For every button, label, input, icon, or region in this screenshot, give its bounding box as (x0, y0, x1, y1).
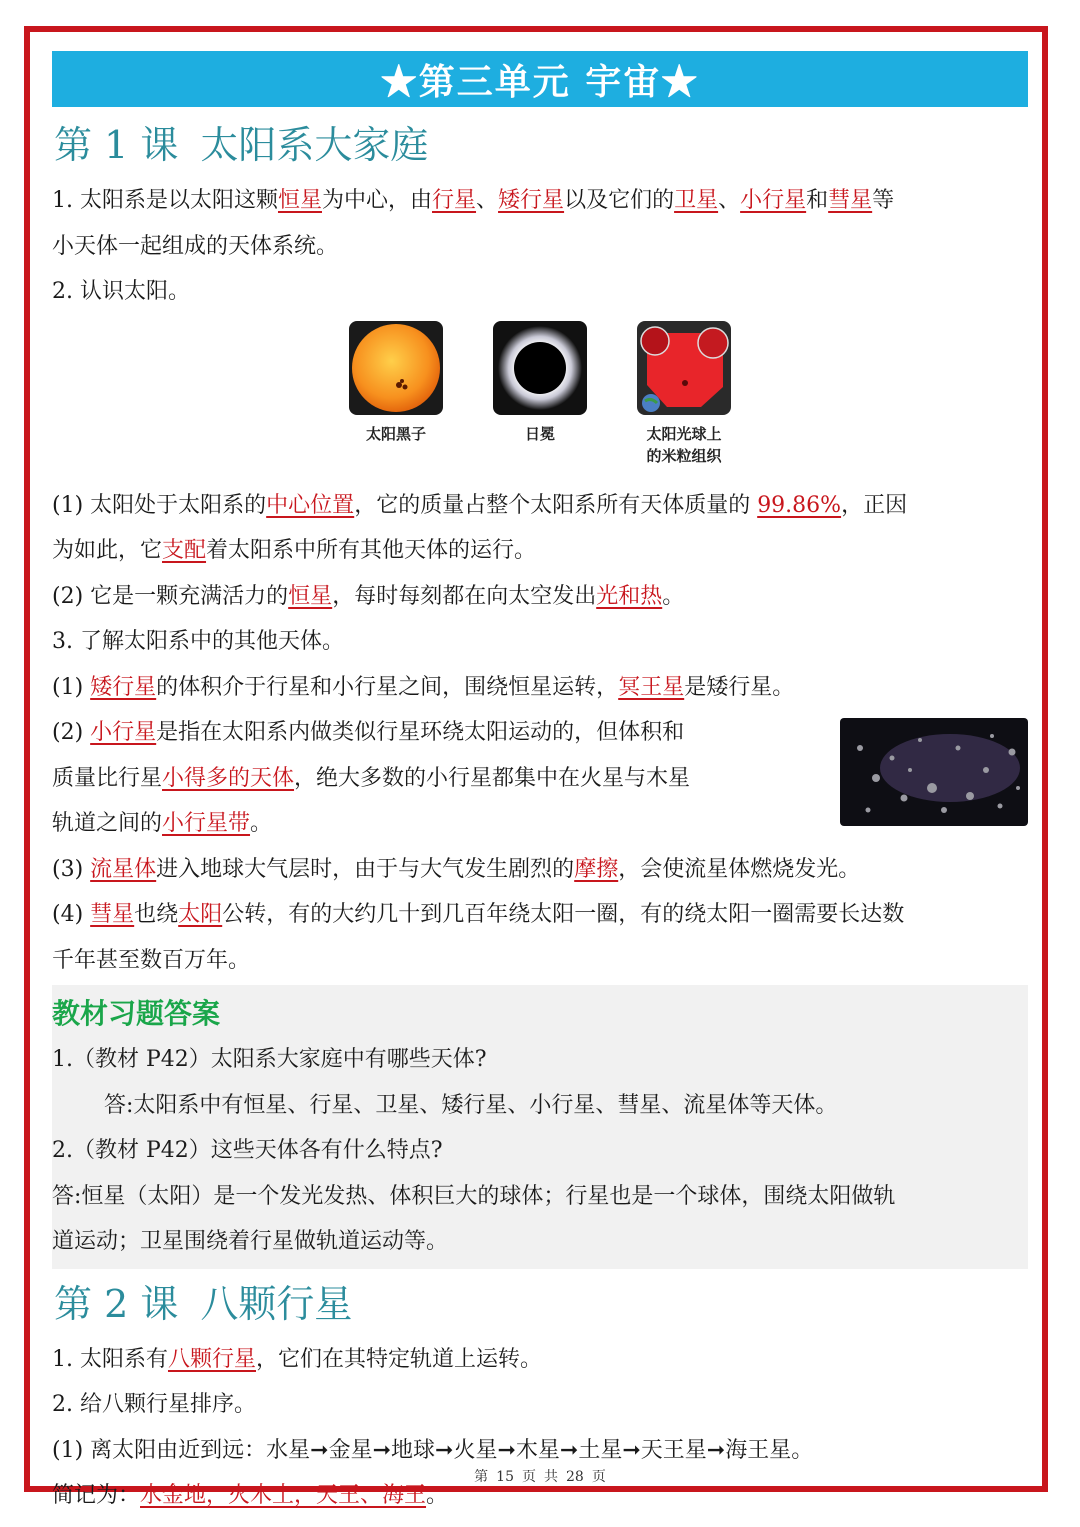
text-segment: 也绕 (134, 902, 179, 927)
answer: 答:恒星（太阳）是一个发光发热、体积巨大的球体；行星也是一个球体，围绕太阳做轨 (52, 1183, 896, 1209)
text-segment: (4) (52, 902, 91, 927)
key-term: 小行星 (740, 188, 807, 213)
key-term: 流星体 (90, 856, 157, 882)
text-segment: (1) 太阳处于太阳系的 (52, 492, 267, 518)
key-term: 小行星带 (162, 811, 251, 836)
key-term: 行星 (432, 188, 477, 213)
paragraph: 千年甚至数百万年。 (52, 947, 251, 973)
key-term: 小得多的天体 (162, 765, 295, 791)
text-segment: 以及它们的 (564, 188, 675, 213)
paragraph (52, 178, 1028, 224)
key-term: 99.86% (757, 492, 842, 518)
text-segment: 。 (426, 1483, 449, 1508)
corona-figure (492, 321, 588, 481)
key-term: 彗星 (828, 188, 873, 213)
page-total: 28 (566, 1469, 584, 1485)
text-segment: (1) (52, 674, 91, 700)
text-segment: 是指在太阳系内做类似行星环绕太阳运动的，但体积和 (156, 720, 685, 745)
key-term: 冥王星 (618, 674, 685, 700)
key-term: 太阳 (178, 902, 223, 927)
granulation-figure (636, 321, 732, 481)
text-segment: (2) 它是一颗充满活力的 (52, 583, 289, 609)
key-term: 恒星 (277, 188, 322, 213)
sunspot-figure (348, 321, 444, 481)
lesson-number: 第 1 课 (54, 123, 179, 167)
paragraph (52, 483, 1028, 529)
page-number: 15 (496, 1469, 514, 1485)
page-footer: 第 15 页 共 28 页 (474, 1469, 606, 1485)
text-segment: ，绝大多数的小行星都集中在火星与木星 (294, 765, 691, 791)
image-caption: 日冕 (524, 424, 555, 443)
lesson-name: 八颗行星 (200, 1281, 353, 1326)
key-term: 恒星 (288, 583, 333, 609)
question: 1.（教材 P42）太阳系大家庭中有哪些天体? (52, 1047, 487, 1072)
paragraph (52, 665, 1028, 711)
image-caption: 太阳黑子 (365, 424, 426, 443)
unit-title: ★第三单元 宇宙★ (380, 60, 700, 103)
text-segment: 和 (806, 188, 829, 213)
text-segment: 等 (872, 188, 895, 213)
text-segment: 。 (250, 811, 273, 836)
paragraph: 2. 认识太阳。 (52, 279, 190, 304)
answer: 道运动；卫星围绕着行星做轨道运动等。 (52, 1229, 449, 1254)
paragraph: 小天体一起组成的天体系统。 (52, 233, 339, 259)
text-segment: 轨道之间的 (52, 811, 163, 836)
key-term: 摩擦 (574, 856, 619, 882)
paragraph (52, 1337, 1028, 1383)
text-segment: 公转，有的大约几十到几百年绕太阳一圈，有的绕太阳一圈需要长达数 (222, 902, 905, 927)
text-segment: 简记为： (52, 1483, 141, 1508)
key-term: 矮行星 (498, 188, 565, 213)
sunspot-image (349, 321, 443, 415)
text-segment: ，它们在其特定轨道上运转。 (256, 1346, 543, 1372)
content (52, 112, 1028, 1519)
paragraph (52, 528, 1028, 574)
corona-image (493, 321, 587, 415)
text-segment: (2) (52, 720, 91, 745)
key-term: 中心位置 (266, 492, 355, 518)
lesson-name: 太阳系大家庭 (200, 123, 429, 167)
asteroid-section (52, 710, 1028, 847)
lesson-2-title (54, 1277, 1028, 1331)
key-term: 彗星 (90, 902, 135, 927)
text-segment: 为如此，它 (52, 538, 163, 563)
text-segment: 质量比行星 (52, 765, 163, 791)
key-term: 水金地，火木土，天王、海王 (140, 1483, 427, 1508)
key-term: 八颗行星 (167, 1346, 256, 1372)
unit-banner (52, 51, 1028, 107)
key-term: 卫星 (674, 188, 719, 213)
text-segment: ，每时每刻都在向太空发出 (332, 583, 597, 609)
text-segment: ，正因 (841, 492, 908, 518)
text-segment: 。 (662, 583, 685, 609)
paragraph (52, 847, 1028, 893)
paragraph: 3. 了解太阳系中的其他天体。 (52, 629, 344, 654)
text-segment: ，它的质量占整个太阳系所有天体质量的 (354, 492, 758, 518)
text-segment: ，会使流星体燃烧发光。 (618, 856, 861, 882)
paragraph (52, 574, 1028, 620)
text-segment: 进入地球大气层时，由于与大气发生剧烈的 (156, 856, 575, 882)
text-segment: 着太阳系中所有其他天体的运行。 (206, 538, 537, 563)
text-segment: 为中心，由 (322, 188, 433, 213)
key-term: 小行星 (90, 720, 157, 745)
sun-image-row (52, 321, 1028, 481)
exercise-answers-box (52, 985, 1028, 1269)
answer: 答:太阳系中有恒星、行星、卫星、矮行星、小行星、彗星、流星体等天体。 (104, 1092, 838, 1118)
text-segment: (3) (52, 856, 91, 882)
text-segment: 、 (476, 188, 499, 213)
text-segment: 的体积介于行星和小行星之间，围绕恒星运转， (156, 674, 619, 700)
text-segment: 是矮行星。 (684, 674, 795, 700)
lesson-1-title (54, 118, 1028, 172)
image-caption: 太阳光球上 的米粒组织 (646, 424, 722, 465)
granulation-image (637, 321, 731, 415)
key-term: 矮行星 (90, 674, 157, 700)
paragraph (52, 892, 1028, 938)
paragraph: (1) 离太阳由近到远：水星➞金星➞地球➞火星➞木星➞土星➞天王星➞海王星。 (52, 1437, 814, 1463)
lesson-number: 第 2 课 (54, 1281, 179, 1326)
key-term: 光和热 (596, 583, 663, 609)
exercise-title: 教材习题答案 (52, 997, 221, 1030)
key-term: 支配 (162, 538, 207, 563)
question: 2.（教材 P42）这些天体各有什么特点? (52, 1138, 443, 1163)
paragraph: 2. 给八颗行星排序。 (52, 1392, 256, 1417)
text-segment: 1. 太阳系是以太阳这颗 (52, 188, 278, 213)
text-segment: 、 (718, 188, 741, 213)
text-segment: 1. 太阳系有 (52, 1346, 168, 1372)
asteroid-belt-image (840, 718, 1028, 826)
